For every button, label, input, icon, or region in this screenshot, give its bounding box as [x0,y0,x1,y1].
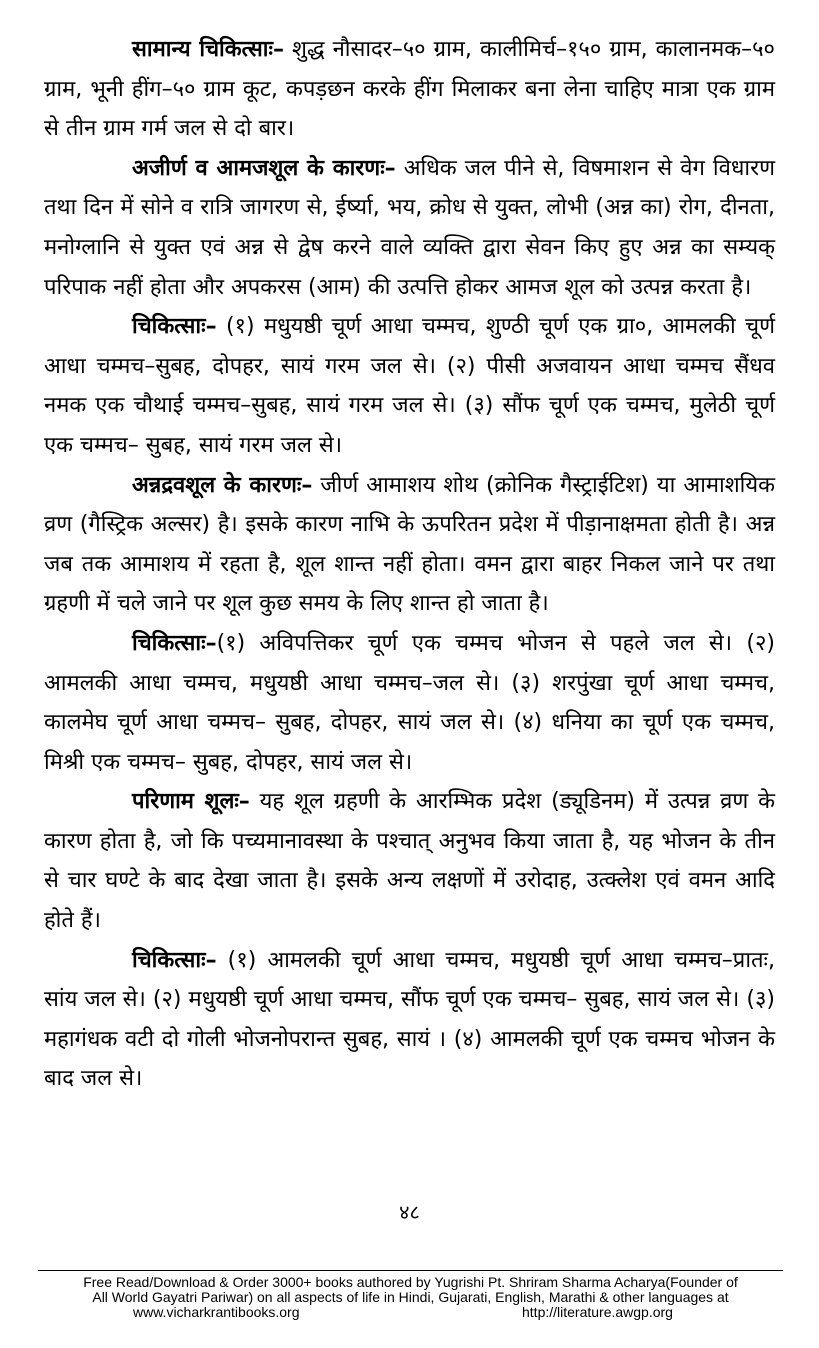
paragraph-heading: सामान्य चिकित्साः– [132,37,284,62]
footer-line-1: Free Read/Download & Order 3000+ books authored by Yugrishi Pt. Shriram Sharma Acharya(Founder of [83,1274,738,1290]
paragraph-text: शुद्ध नौसादर–५० ग्राम, कालीमिर्च–१५० ग्राम, कालानमक–५० ग्राम, भूनी हींग–५० ग्राम कूट, कपड़छन करके हींग मिलाकर बना लेना चाहिए मात्रा एक ग्राम से तीन ग्राम गर्म जल से दो बार। [44,37,775,142]
paragraph-heading: चिकित्साः– [132,947,217,973]
paragraph-parinam-chikitsa [44,941,775,1099]
footer-divider [38,1270,783,1271]
page-number: ४८ [399,1200,420,1224]
footer-line-2: All World Gayatri Pariwar) on all aspects of life in Hindi, Gujarati, English, Marathi & other languages at [92,1289,729,1305]
footer-links [38,1305,783,1321]
paragraph-samanya-chikitsa [44,30,775,149]
paragraph-heading: चिकित्साः– [132,630,217,656]
paragraph-ajirna-chikitsa [44,307,775,465]
footer [38,1275,783,1321]
paragraph-heading: परिणाम शूलः– [132,789,250,815]
paragraph-annadrava-chikitsa [44,624,775,782]
paragraph-text: (१) आमलकी चूर्ण आधा चम्मच, मधुयष्ठी चूर्ण आधा चम्मच–प्रातः, सांय जल से। (२) मधुयष्ठी चूर्ण आधा चम्मच, सौंफ चूर्ण एक चम्मच– सुबह, सायं जल से। (३) महागंधक वटी दो गोली भोजनोपरान्त सुबह, सायं । (४) आमलकी चूर्ण एक चम्मच भोजन के बाद जल से। [44,947,775,1092]
paragraph-text: जीर्ण आमाशय शोथ (क्रोनिक गैस्ट्राईटिश) या आमाशयिक व्रण (गैस्ट्रिक अल्सर) है। इसके कारण नाभि के ऊपरितन प्रदेश में पीड़ानाक्षमता होती है। अन्न जब तक आमाशय में रहता है, शूल शान्त नहीं होता। वमन द्वारा बाहर निकल जाने पर तथा ग्रहणी में चले जाने पर शूल कुछ समय के लिए शान्त हो जाता है। [44,472,776,617]
paragraph-annadrava-karan [44,466,775,624]
paragraph-ajirna-karan [44,149,775,307]
paragraph-text: अधिक जल पीने से, विषमाशन से वेग विधारण तथा दिन में सोने व रात्रि जागरण से, ईर्ष्या, भय, क्रोध से युक्त, लोभी (अन्न का) रोग, दीनता, मनोग्लानि से युक्त एवं अन्न से द्वेष करने वाले व्यक्ति द्वारा सेवन किए हुए अन्न का सम्यक् परिपाक नहीं होता और अपकरस (आम) की उत्पत्ति होकर आमज शूल को उत्पन्न करता है। [44,155,775,300]
paragraph-text: (१) मधुयष्ठी चूर्ण आधा चम्मच, शुण्ठी चूर्ण एक ग्रा०, आमलकी चूर्ण आधा चम्मच–सुबह, दोपहर, सायं गरम जल से। (२) पीसी अजवायन आधा चम्मच सैंधव नमक एक चौथाई चम्मच–सुबह, सायं गरम जल से। (३) सौंफ चूर्ण एक चम्मच, मुलेठी चूर्ण एक चम्मच– सुबह, सायं गरम जल से। [44,314,775,458]
paragraph-text: यह शूल ग्रहणी के आरम्भिक प्रदेश (ड्यूडिनम) में उत्पन्न व्रण के कारण होता है, जो कि पच्यमानावस्था के पश्चात् अनुभव किया जाता है, यह भोजन के तीन से चार घण्टे के बाद देखा जाता है। इसके अन्य लक्षणों में उरोदाह, उत्क्लेश एवं वमन आदि होते हैं। [44,789,775,934]
page-body [44,30,775,1099]
awgp-literature-link[interactable]: http://literature.awgp.org [522,1304,673,1320]
vicharkranti-link[interactable]: www.vicharkrantibooks.org [133,1304,300,1320]
paragraph-heading: चिकित्साः– [132,314,217,340]
paragraph-parinam-shool [44,782,775,940]
paragraph-text: (१) अविपत्तिकर चूर्ण एक चम्मच भोजन से पहले जल से। (२) आमलकी आधा चम्मच, मधुयष्ठी आधा चम्मच–जल से। (३) शरपुंखा चूर्ण आधा चम्मच, कालमेघ चूर्ण आधा चम्मच– सुबह, दोपहर, सायं जल से। (४) धनिया का चूर्ण एक चम्मच, मिश्री एक चम्मच– सुबह, दोपहर, सायं जल से। [44,630,775,775]
paragraph-heading: अजीर्ण व आमजशूल के कारणः– [132,155,396,181]
paragraph-heading: अन्नद्रवशूल के कारणः– [132,472,313,498]
